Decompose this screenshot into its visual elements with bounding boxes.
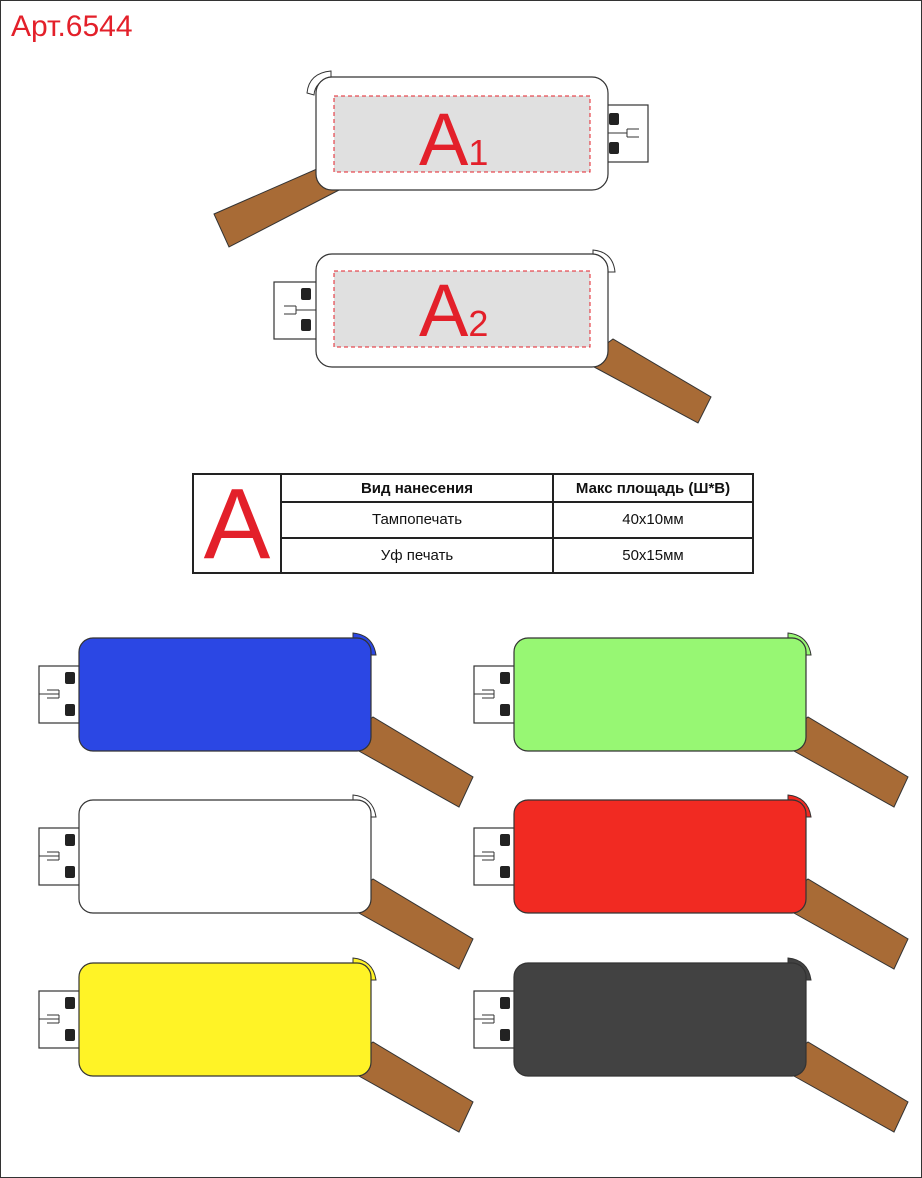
usb-plug: [474, 666, 516, 723]
max-area-cell: 50x15мм: [553, 538, 753, 574]
usb-drive-view-1: [214, 71, 648, 247]
drive-body: [79, 638, 371, 751]
max-area-cell: 40x10мм: [553, 502, 753, 538]
usb-drive-view-2: [274, 250, 711, 423]
usb-plug: [39, 666, 81, 723]
print-area-index: 2: [468, 303, 489, 344]
color-variant-white: [39, 795, 473, 969]
drive-body: [514, 800, 806, 913]
usb-plug: [605, 105, 648, 162]
color-variant-dark-gray: [474, 958, 908, 1132]
print-area-letter: A: [203, 467, 271, 580]
header-max-area: Макс площадь (Ш*В): [553, 474, 753, 502]
print-area-cell: [193, 467, 281, 580]
print-area-letter: A: [419, 98, 469, 181]
usb-plug: [274, 282, 318, 339]
color-variant-red: [474, 795, 908, 969]
print-area-index: 1: [468, 132, 489, 173]
usb-plug: [474, 991, 516, 1048]
color-variant-blue: [39, 633, 473, 807]
drive-body: [79, 800, 371, 913]
usb-plug: [39, 991, 81, 1048]
drive-body: [514, 963, 806, 1076]
usb-plug: [39, 828, 81, 885]
drive-body: [79, 963, 371, 1076]
color-variant-yellow: [39, 958, 473, 1132]
color-variant-light-green: [474, 633, 908, 807]
article-title: Арт.6544: [11, 10, 133, 43]
print-spec-table: [192, 467, 754, 580]
method-cell: Тампопечать: [281, 502, 553, 538]
drive-body: [514, 638, 806, 751]
usb-plug: [474, 828, 516, 885]
header-method: Вид нанесения: [281, 474, 553, 502]
method-cell: Уф печать: [281, 538, 553, 574]
print-area-letter: A: [419, 269, 469, 352]
product-drawings: [1, 1, 921, 1177]
